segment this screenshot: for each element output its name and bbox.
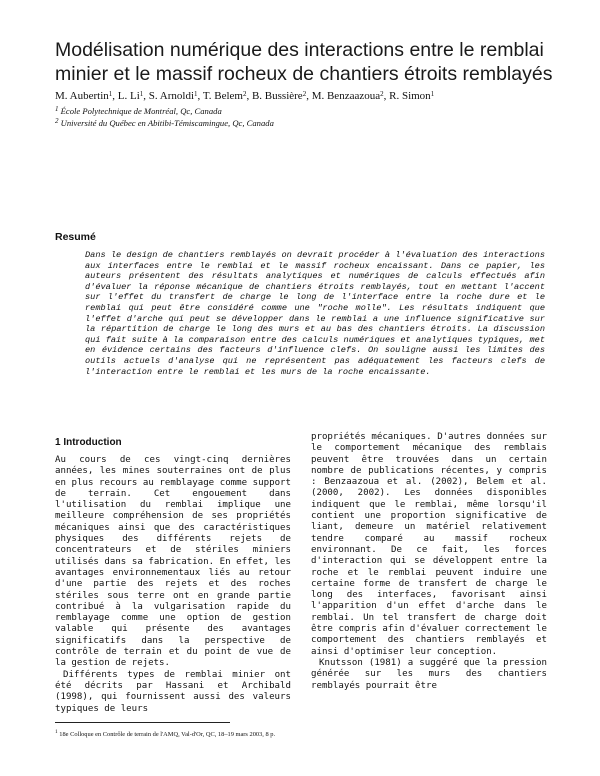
paragraph: Différents types de remblai minier ont été décrits par Hassani et Archibald (1998), qui fournissent aussi des valeurs typiques de leurs (55, 669, 291, 714)
author-separator: , (246, 90, 252, 102)
author-affiliation-marker: 2 (302, 90, 307, 98)
author-name: S. Arnoldi (148, 90, 195, 102)
affiliation-1 (55, 106, 575, 117)
footnote-text: 18e Colloque en Contrôle de terrain de l'AMQ, Val-d'Or, QC, 18–19 mars 2003, 8 p. (59, 731, 276, 739)
footnote-marker: 1 (55, 729, 58, 735)
paragraph: Au cours de ces vingt-cinq dernières années, les mines souterraines ont de plus en plus recours au remblayage comme support de terrain. Cet engouement dans l'utilisation du remblai implique une meilleure compréhension de ses propriétés mécaniques ainsi que des caractéristiques physiques des différents rejets de concentrateurs et de stériles miniers utilisés dans sa fabrication. En effet, les avantages environnementaux liés au retour d'une partie des rejets et des roches stériles sous terre ont en grande partie contribué à la vulgarisation rapide du remblayage comme une option de gestion valable qui présente des avantages significatifs dans la perspective de contrôle de terrain et du point de vue de la gestion de rejets. (55, 455, 291, 669)
author-affiliation-marker: 1 (108, 90, 113, 98)
affiliation-2-text: Université du Québec en Abitibi-Témiscamingue, Qc, Canada (60, 118, 274, 128)
body-column-left (55, 455, 291, 715)
paragraph: Knutsson (1981) a suggéré que la pression générée sur les murs des chantiers remblayés pourrait être (311, 657, 547, 691)
author-name: L. Li (117, 90, 140, 102)
author-name: M. Benzaazoua (311, 90, 381, 102)
section-heading-introduction: 1 Introduction (55, 437, 122, 448)
author-affiliation-marker: 1 (194, 90, 198, 98)
author-affiliation-marker: 1 (139, 90, 144, 98)
affiliation-2-marker: 2 (55, 117, 59, 125)
body-column-right (311, 432, 547, 692)
author-separator: , (197, 90, 203, 102)
affiliation-2 (55, 118, 575, 129)
author-name: T. Belem (202, 90, 243, 102)
author-name: M. Aubertin (55, 90, 109, 102)
author-name: R. Simon (389, 90, 431, 102)
author-name: B. Bussière (251, 90, 303, 102)
author-separator: , (143, 90, 149, 102)
author-separator: , (383, 90, 390, 102)
author-separator: , (306, 90, 312, 102)
footnote-divider (55, 722, 230, 723)
affiliation-1-text: École Polytechnique de Montréal, Qc, Canada (60, 106, 222, 116)
paper-title: Modélisation numérique des interactions entre le remblai minier et le massif rocheux de chantiers étroits remblayés (55, 39, 553, 85)
abstract-text: Dans le design de chantiers remblayés on devrait procéder à l'évaluation des interactions aux interfaces entre le remblai et le massif rocheux encaissant. Dans ce papier, les auteurs présentent des résultats analytiques et numériques de calculs effectués afin d'évaluer la réponse mécanique de chantiers étroits remblayés, tout en mettant l'accent sur l'effet du transfert de charge le long de l'interface entre la roche dure et le remblai qui peut être considéré comme une "roche molle". Les résultats indiquent que l'effet d'arche qui peut se développer dans le remblai a une influence significative sur la répartition de charge le long des murs et au bas des chantiers étroits. La discussion qui fait suite à la comparaison entre des calculs numériques et analytiques typiques, met en évidence certains des facteurs d'influence clefs. On souligne aussi les limites des outils actuels d'analyse qui ne représentent pas adéquatement les facteurs clefs de l'interaction entre le remblai et les murs de la roche encaissante. (85, 250, 545, 377)
author-affiliation-marker: 1 (430, 90, 435, 98)
author-separator: , (112, 90, 118, 102)
author-affiliation-marker: 2 (380, 90, 384, 98)
abstract-heading: Resumé (55, 231, 96, 243)
author-list (55, 90, 575, 103)
paragraph: propriétés mécaniques. D'autres données sur le comportement mécanique des remblais peuvent être trouvées dans un certain nombre de publications récentes, y compris : Benzaazoua et al. (2002), Belem et al. (2000, 2002). Les données disponibles indiquent que le remblai, même lorsqu'il contient une proportion significative de liant, demeure un matériel relativement tendre comparé au massif rocheux environnant. De ce fait, les forces d'interaction qui se développent entre la roche et le remblai peuvent induire une certaine forme de transfert de charge le long des interfaces, favorisant ainsi l'apparition d'un effet d'arche dans le remblai. Un tel transfert de charge doit être compris afin d'évaluer correctement le comportement des chantiers remblayés et ainsi d'optimiser leur conception. (311, 432, 547, 657)
footnote (55, 728, 575, 739)
author-affiliation-marker: 2 (242, 90, 247, 98)
affiliation-1-marker: 1 (55, 105, 59, 113)
